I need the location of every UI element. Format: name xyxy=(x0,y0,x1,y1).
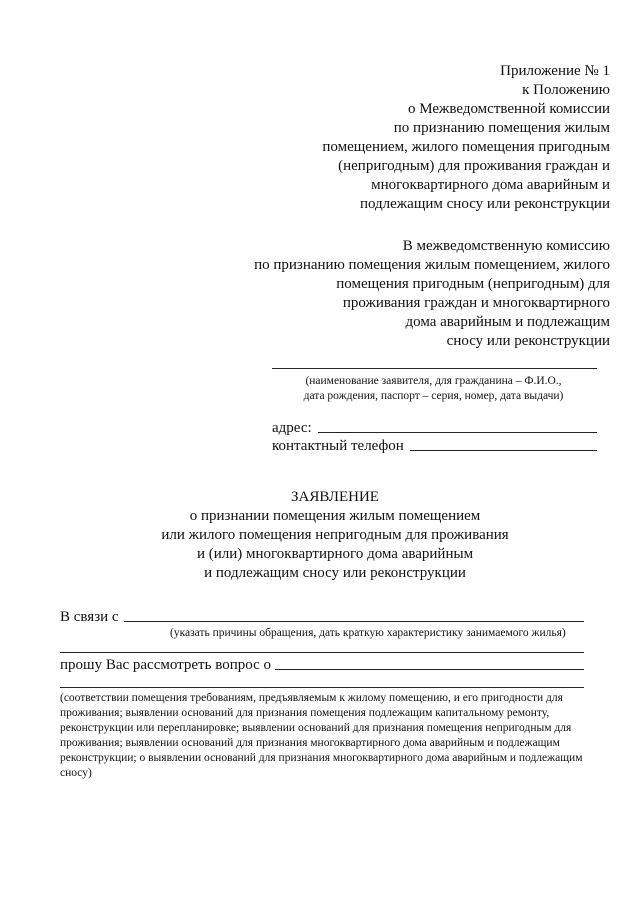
request-hint-line: реконструкции; о выявлении оснований для признания многоквартирного дома аварийным и подлежащим xyxy=(60,752,583,764)
request-hint-line: (соответствии помещения требованиям, предъявляемым к жилому помещению, и его пригодности для xyxy=(60,692,563,704)
addressee-block xyxy=(190,237,610,351)
request-hint-line: проживания; выявлении оснований для признания многоквартирного дома аварийным и подлежащим xyxy=(60,737,560,749)
request-hint-line: сносу) xyxy=(60,767,92,779)
request-hint-line: реконструкции или перепланировке; выявлении оснований для признания помещения непригодным для xyxy=(60,722,572,734)
appendix-header xyxy=(210,62,610,214)
appendix-line: по признанию помещения жилым xyxy=(393,120,610,136)
addressee-line: проживания граждан и многоквартирного xyxy=(342,295,610,311)
applicant-name-field[interactable] xyxy=(272,368,597,369)
title-line: и подлежащим сносу или реконструкции xyxy=(204,565,466,581)
addressee-line: сносу или реконструкции xyxy=(446,333,610,349)
document-title xyxy=(60,488,610,583)
applicant-hint-line: (наименование заявителя, для гражданина – Ф.И.О., xyxy=(305,375,562,387)
title-line: о признании помещения жилым помещением xyxy=(189,508,481,524)
phone-field[interactable] xyxy=(410,450,597,451)
address-field[interactable] xyxy=(318,432,597,433)
appendix-line: к Положению xyxy=(522,82,610,98)
appendix-line: многоквартирного дома аварийным и xyxy=(371,177,610,193)
title-line: или жилого помещения непригодным для проживания xyxy=(161,527,509,543)
reason-field-line-2[interactable] xyxy=(60,652,584,653)
appendix-line: помещением, жилого помещения пригодным xyxy=(322,139,610,155)
request-label: прошу Вас рассмотреть вопрос о xyxy=(60,657,271,673)
title-line: и (или) многоквартирного дома аварийным xyxy=(196,546,474,562)
addressee-line: дома аварийным и подлежащим xyxy=(405,314,610,330)
address-label: адрес: xyxy=(272,420,312,436)
addressee-line: помещения пригодным (непригодным) для xyxy=(336,276,610,292)
appendix-line: (непригодным) для проживания граждан и xyxy=(338,158,610,174)
appendix-line: подлежащим сносу или реконструкции xyxy=(359,196,610,212)
appendix-line: Приложение № 1 xyxy=(500,63,610,79)
applicant-hint-line: дата рождения, паспорт – серия, номер, дата выдачи) xyxy=(303,390,564,402)
appendix-line: о Межведомственной комиссии xyxy=(407,101,610,117)
request-hint-line: проживания; выявлении оснований для признания помещения подлежащим капитальному ремонту, xyxy=(60,707,550,719)
reason-hint: (указать причины обращения, дать краткую характеристику занимаемого жилья) xyxy=(170,627,566,639)
addressee-line: В межведомственную комиссию xyxy=(402,238,610,254)
reason-label: В связи с xyxy=(60,609,119,625)
request-field[interactable] xyxy=(275,669,584,670)
reason-field[interactable] xyxy=(124,621,584,622)
phone-label: контактный телефон xyxy=(272,438,404,454)
applicant-name-hint xyxy=(266,374,601,404)
addressee-line: по признанию помещения жилым помещением, жилого xyxy=(254,257,610,273)
request-field-line-2[interactable] xyxy=(60,687,584,688)
title-heading: ЗАЯВЛЕНИЕ xyxy=(291,489,379,505)
request-hint xyxy=(60,691,610,781)
